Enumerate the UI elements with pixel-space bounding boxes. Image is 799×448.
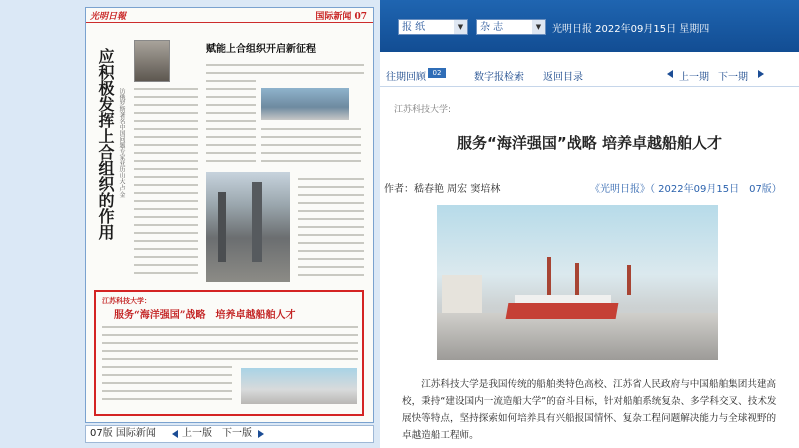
newspaper-logo: 光明日報 xyxy=(90,12,127,22)
prev-issue-icon xyxy=(667,70,673,78)
article-panel xyxy=(380,0,799,448)
past-issues-link[interactable]: 往期回顾 xyxy=(386,72,426,83)
selected-article-highlight[interactable] xyxy=(94,290,364,416)
next-page-icon xyxy=(258,430,264,438)
page-headline[interactable]: 赋能上合组织开启新征程 xyxy=(206,44,316,55)
page-navigation xyxy=(85,425,374,443)
issue-number-select[interactable]: 02 xyxy=(428,68,446,78)
newspaper-select-value: 报 纸 xyxy=(402,22,426,33)
next-issue-link[interactable]: 下一期 xyxy=(718,72,748,83)
newspaper-page-panel xyxy=(0,0,380,448)
page-masthead xyxy=(86,8,373,23)
article-photo xyxy=(437,205,718,360)
article-body: 江苏科技大学是我国传统的船舶类特色高校、江苏省人民政府与中国船舶集团共建高校，秉持“建设国内一流造船大学”的奋斗目标，针对船舶系统复杂、多学科交叉、技术发展快等特点，坚持探索如何培养具有兴船报国情怀、复杂工程问题解决能力与全球视野的卓越造船工程师。 xyxy=(402,379,777,441)
page-industrial-photo xyxy=(206,172,290,282)
next-issue-icon xyxy=(758,70,764,78)
next-page-link[interactable]: 下一版 xyxy=(222,428,252,439)
prev-page-icon xyxy=(172,430,178,438)
chevron-down-icon: ▼ xyxy=(454,20,467,34)
issue-date: 光明日报 2022年09月15日 星期四 xyxy=(552,24,710,35)
chevron-down-icon: ▼ xyxy=(532,20,545,34)
back-to-toc-link[interactable]: 返回目录 xyxy=(543,72,583,83)
highlight-thumbnail xyxy=(241,368,357,404)
highlight-headline: 服务“海洋强国”战略 培养卓越船舶人才 xyxy=(114,310,296,321)
top-bar xyxy=(380,0,799,52)
page-thumbnail-image xyxy=(261,88,349,120)
section-header: 国际新闻 07 xyxy=(315,12,367,22)
vertical-headline[interactable]: 应积极发挥上合组织的作用 xyxy=(96,48,115,240)
newspaper-page-image[interactable] xyxy=(85,7,374,423)
magazine-select[interactable] xyxy=(476,19,546,35)
highlight-tag: 江苏科技大学： xyxy=(102,297,151,305)
article-authors: 作者：嵇春艳 周宏 窦培林 xyxy=(384,184,501,195)
issue-navigation-bar xyxy=(380,62,799,87)
vertical-subheadline: 访俄罗斯著名中国问题专家亚历山大·卢金 xyxy=(118,88,125,198)
digital-search-link[interactable]: 数字报检索 xyxy=(474,72,524,83)
prev-page-link[interactable]: 上一版 xyxy=(182,428,212,439)
newspaper-select[interactable] xyxy=(398,19,468,35)
article-source[interactable]: 《光明日报》（ 2022年09月15日 07版） xyxy=(590,184,782,195)
article-title: 服务“海洋强国”战略 培养卓越船舶人才 xyxy=(457,134,722,152)
column-tag: 江苏科技大学: xyxy=(394,105,452,115)
current-page-label: 07版 国际新闻 xyxy=(90,428,156,439)
portrait-photo xyxy=(134,40,170,82)
prev-issue-link[interactable]: 上一期 xyxy=(679,72,709,83)
magazine-select-value: 杂 志 xyxy=(480,22,504,33)
